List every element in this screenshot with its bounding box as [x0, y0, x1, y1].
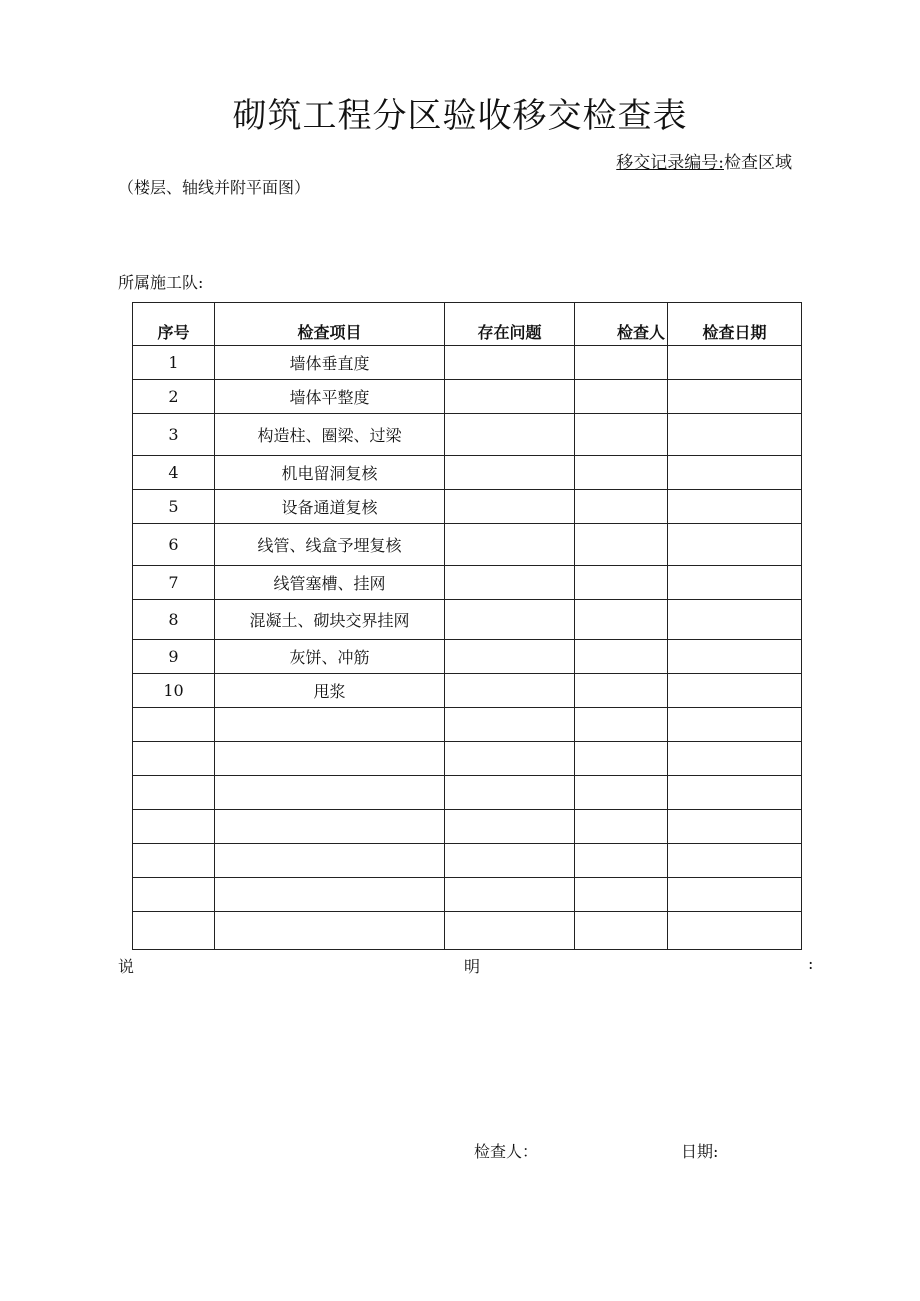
cell-date[interactable]: [668, 600, 802, 640]
cell-inspector[interactable]: [575, 844, 668, 878]
table-header-row: [133, 303, 802, 346]
cell-inspector[interactable]: [575, 640, 668, 674]
cell-issue[interactable]: [445, 776, 575, 810]
header-no: 序号: [133, 303, 215, 346]
inspection-table: [132, 302, 802, 950]
cell-issue[interactable]: [445, 566, 575, 600]
cell-issue[interactable]: [445, 674, 575, 708]
cell-inspector[interactable]: [575, 708, 668, 742]
header-date: 检查日期: [668, 303, 802, 346]
cell-inspector[interactable]: [575, 600, 668, 640]
cell-item: [215, 708, 445, 742]
cell-inspector[interactable]: [575, 810, 668, 844]
table-row: [133, 600, 802, 640]
cell-inspector[interactable]: [575, 674, 668, 708]
table-row: [133, 912, 802, 950]
cell-inspector[interactable]: [575, 912, 668, 950]
cell-item: [215, 810, 445, 844]
cell-issue[interactable]: [445, 742, 575, 776]
cell-date[interactable]: [668, 346, 802, 380]
cell-no: 1: [133, 346, 215, 380]
cell-date[interactable]: [668, 456, 802, 490]
cell-date[interactable]: [668, 674, 802, 708]
remarks-char-2: 明: [464, 957, 481, 976]
cell-date[interactable]: [668, 776, 802, 810]
table-row: [133, 742, 802, 776]
table-row: [133, 414, 802, 456]
cell-no: 10: [133, 674, 215, 708]
record-number: [616, 148, 792, 173]
header-inspector: 检查人: [575, 303, 668, 346]
cell-item: [215, 742, 445, 776]
header-item: 检查项目: [215, 303, 445, 346]
cell-inspector[interactable]: [575, 566, 668, 600]
cell-item: [215, 844, 445, 878]
page-title: 砌筑工程分区验收移交检查表: [232, 96, 688, 136]
cell-item: 混凝土、砌块交界挂网: [215, 600, 445, 640]
cell-inspector[interactable]: [575, 414, 668, 456]
cell-item: 灰饼、冲筋: [215, 640, 445, 674]
cell-no: 5: [133, 490, 215, 524]
cell-inspector[interactable]: [575, 742, 668, 776]
cell-issue[interactable]: [445, 912, 575, 950]
cell-item: 构造柱、圈梁、过梁: [215, 414, 445, 456]
record-area-label: 检查区域: [724, 153, 792, 173]
cell-no: [133, 878, 215, 912]
table-row: [133, 490, 802, 524]
cell-item: 线管、线盒予埋复核: [215, 524, 445, 566]
cell-item: 甩浆: [215, 674, 445, 708]
cell-issue[interactable]: [445, 600, 575, 640]
cell-date[interactable]: [668, 414, 802, 456]
cell-issue[interactable]: [445, 380, 575, 414]
cell-inspector[interactable]: [575, 490, 668, 524]
table-row: [133, 380, 802, 414]
remarks-line: [118, 954, 818, 976]
cell-date[interactable]: [668, 708, 802, 742]
cell-issue[interactable]: [445, 878, 575, 912]
cell-date[interactable]: [668, 844, 802, 878]
cell-issue[interactable]: [445, 810, 575, 844]
remarks-colon: :: [808, 954, 814, 973]
cell-date[interactable]: [668, 640, 802, 674]
cell-inspector[interactable]: [575, 456, 668, 490]
cell-no: 8: [133, 600, 215, 640]
cell-no: [133, 742, 215, 776]
cell-inspector[interactable]: [575, 776, 668, 810]
cell-date[interactable]: [668, 380, 802, 414]
table-row: [133, 708, 802, 742]
cell-date[interactable]: [668, 912, 802, 950]
cell-issue[interactable]: [445, 844, 575, 878]
cell-no: 9: [133, 640, 215, 674]
cell-issue[interactable]: [445, 640, 575, 674]
table-row: [133, 640, 802, 674]
cell-no: 6: [133, 524, 215, 566]
cell-issue[interactable]: [445, 414, 575, 456]
table-row: [133, 524, 802, 566]
table-row: [133, 878, 802, 912]
remarks-char-1: 说: [118, 957, 135, 976]
cell-date[interactable]: [668, 742, 802, 776]
cell-item: 墙体垂直度: [215, 346, 445, 380]
floor-axis-note: （楼层、轴线并附平面图）: [118, 178, 311, 197]
cell-no: [133, 844, 215, 878]
cell-no: 2: [133, 380, 215, 414]
table-row: [133, 566, 802, 600]
cell-inspector[interactable]: [575, 346, 668, 380]
cell-issue[interactable]: [445, 346, 575, 380]
record-no-label: 移交记录编号:: [616, 153, 724, 173]
table-row: [133, 456, 802, 490]
cell-inspector[interactable]: [575, 878, 668, 912]
cell-no: 3: [133, 414, 215, 456]
table-row: [133, 674, 802, 708]
cell-no: 4: [133, 456, 215, 490]
cell-inspector[interactable]: [575, 524, 668, 566]
cell-item: [215, 776, 445, 810]
cell-item: [215, 912, 445, 950]
cell-date[interactable]: [668, 524, 802, 566]
header-issue: 存在问题: [445, 303, 575, 346]
cell-item: 线管塞槽、挂网: [215, 566, 445, 600]
cell-item: 墙体平整度: [215, 380, 445, 414]
footer-date-label: 日期:: [681, 1142, 719, 1161]
cell-item: [215, 878, 445, 912]
cell-inspector[interactable]: [575, 380, 668, 414]
cell-no: [133, 708, 215, 742]
cell-date[interactable]: [668, 566, 802, 600]
cell-issue[interactable]: [445, 456, 575, 490]
cell-date[interactable]: [668, 878, 802, 912]
table-row: [133, 844, 802, 878]
cell-item: 设备通道复核: [215, 490, 445, 524]
cell-issue[interactable]: [445, 708, 575, 742]
cell-date[interactable]: [668, 490, 802, 524]
table-row: [133, 346, 802, 380]
cell-issue[interactable]: [445, 524, 575, 566]
cell-item: 机电留洞复核: [215, 456, 445, 490]
cell-no: [133, 810, 215, 844]
table-row: [133, 776, 802, 810]
construction-team-label: 所属施工队:: [118, 273, 204, 292]
table-row: [133, 810, 802, 844]
cell-no: [133, 776, 215, 810]
footer-inspector-label: 检查人：: [474, 1142, 539, 1161]
cell-no: 7: [133, 566, 215, 600]
cell-issue[interactable]: [445, 490, 575, 524]
cell-no: [133, 912, 215, 950]
cell-date[interactable]: [668, 810, 802, 844]
